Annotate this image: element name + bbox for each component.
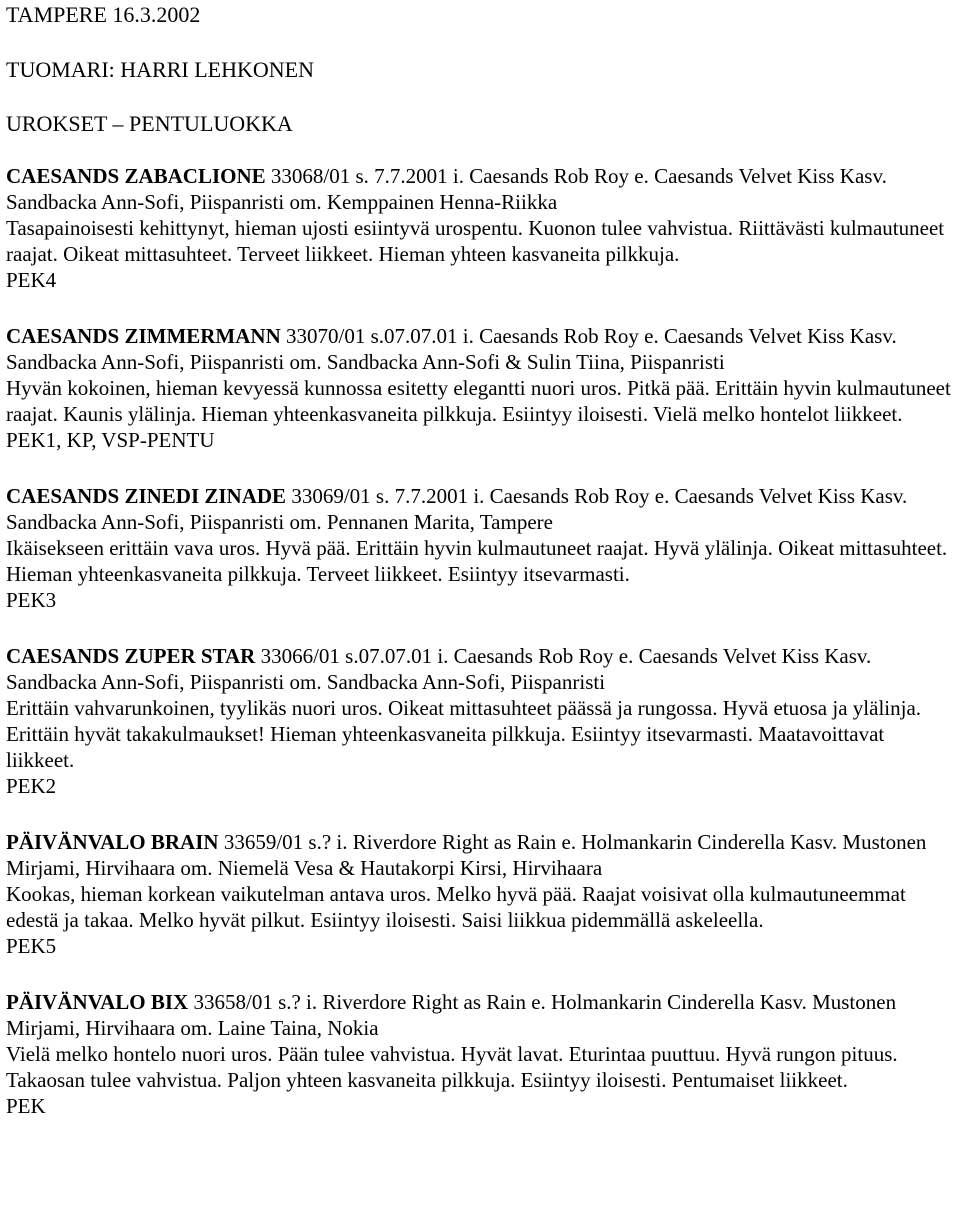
entry-info: [6, 643, 954, 695]
entry-info: [6, 163, 954, 215]
dog-result: PEK5: [6, 934, 57, 958]
dog-entry: [6, 829, 954, 959]
entry-info: [6, 483, 954, 535]
dog-result: PEK4: [6, 268, 57, 292]
dog-critique: Kookas, hieman korkean vaikutelman antava uros. Melko hyvä pää. Raajat voisivat olla kulmautuneemmat edestä ja takaa. Melko hyvät pilkut. Esiintyy iloisesti. Saisi liikkua pidemmällä askeleella.: [6, 882, 906, 932]
dog-entry: [6, 483, 954, 613]
entry-info: [6, 323, 954, 375]
dog-details: 33069/01 s. 7.7.2001 i. Caesands Rob Roy e. Caesands Velvet Kiss Kasv. Sandbacka Ann-Sofi, Piispanristi om. Pennanen Marita, Tampere: [6, 484, 908, 534]
dog-result: PEK1, KP, VSP-PENTU: [6, 428, 215, 452]
dog-critique: Tasapainoisesti kehittynyt, hieman ujosti esiintyvä urospentu. Kuonon tulee vahvistua. Riittävästi kulmautuneet raajat. Oikeat mittasuhteet. Terveet liikkeet. Hieman yhteen kasvaneita pilkkuja.: [6, 216, 945, 266]
entry-info: [6, 989, 954, 1041]
dog-name: PÄIVÄNVALO BIX: [6, 990, 189, 1014]
dog-entry: [6, 989, 954, 1119]
dog-details: 33070/01 s.07.07.01 i. Caesands Rob Roy e. Caesands Velvet Kiss Kasv. Sandbacka Ann-Sofi, Piispanristi om. Sandbacka Ann-Sofi & Sulin Tiina, Piispanristi: [6, 324, 897, 374]
show-place-date: TAMPERE 16.3.2002: [6, 2, 201, 27]
dog-result: PEK3: [6, 588, 57, 612]
dog-entry: [6, 323, 954, 453]
dog-details: 33659/01 s.? i. Riverdore Right as Rain e. Holmankarin Cinderella Kasv. Mustonen Mirjami, Hirvihaara om. Niemelä Vesa & Hautakorpi Kirsi, Hirvihaara: [6, 830, 927, 880]
dog-result: PEK: [6, 1094, 46, 1118]
dog-name: CAESANDS ZINEDI ZINADE: [6, 484, 287, 508]
judge-name: TUOMARI: HARRI LEHKONEN: [6, 57, 314, 82]
class-heading: UROKSET – PENTULUOKKA: [6, 111, 293, 136]
dog-entry: [6, 643, 954, 799]
dog-name: PÄIVÄNVALO BRAIN: [6, 830, 219, 854]
dog-entry: [6, 163, 954, 293]
dog-name: CAESANDS ZABACLIONE: [6, 164, 266, 188]
dog-details: 33066/01 s.07.07.01 i. Caesands Rob Roy e. Caesands Velvet Kiss Kasv. Sandbacka Ann-Sofi, Piispanristi om. Sandbacka Ann-Sofi, Piispanristi: [6, 644, 872, 694]
entry-info: [6, 829, 954, 881]
dog-critique: Hyvän kokoinen, hieman kevyessä kunnossa esitetty elegantti nuori uros. Pitkä pää. Erittäin hyvin kulmautuneet raajat. Kaunis ylälinja. Hieman yhteenkasvaneita pilkkuja. Esiintyy iloisesti. Vielä melko hontelot liikkeet.: [6, 376, 951, 426]
dog-critique: Ikäisekseen erittäin vava uros. Hyvä pää. Erittäin hyvin kulmautuneet raajat. Hyvä ylälinja. Oikeat mittasuhteet. Hieman yhteenkasvaneita pilkkuja. Terveet liikkeet. Esiintyy itsevarmasti.: [6, 536, 948, 586]
dog-result: PEK2: [6, 774, 57, 798]
dog-critique: Erittäin vahvarunkoinen, tyylikäs nuori uros. Oikeat mittasuhteet päässä ja rungossa. Hyvä etuosa ja ylälinja. Erittäin hyvät takakulmaukset! Hieman yhteenkasvaneita pilkkuja. Esiintyy itsevarmasti. Maatavoittavat liikkeet.: [6, 696, 922, 772]
dog-name: CAESANDS ZIMMERMANN: [6, 324, 281, 348]
dog-name: CAESANDS ZUPER STAR: [6, 644, 256, 668]
dog-critique: Vielä melko hontelo nuori uros. Pään tulee vahvistua. Hyvät lavat. Eturintaa puuttuu. Hyvä rungon pituus. Takaosan tulee vahvistua. Paljon yhteen kasvaneita pilkkuja. Esiintyy iloisesti. Pentumaiset liikkeet.: [6, 1042, 898, 1092]
document-page: [6, 0, 954, 1149]
dog-details: 33658/01 s.? i. Riverdore Right as Rain e. Holmankarin Cinderella Kasv. Mustonen Mirjami, Hirvihaara om. Laine Taina, Nokia: [6, 990, 897, 1040]
dog-details: 33068/01 s. 7.7.2001 i. Caesands Rob Roy e. Caesands Velvet Kiss Kasv. Sandbacka Ann-Sofi, Piispanristi om. Kemppainen Henna-Riikka: [6, 164, 887, 214]
entries-list: [6, 163, 954, 1119]
